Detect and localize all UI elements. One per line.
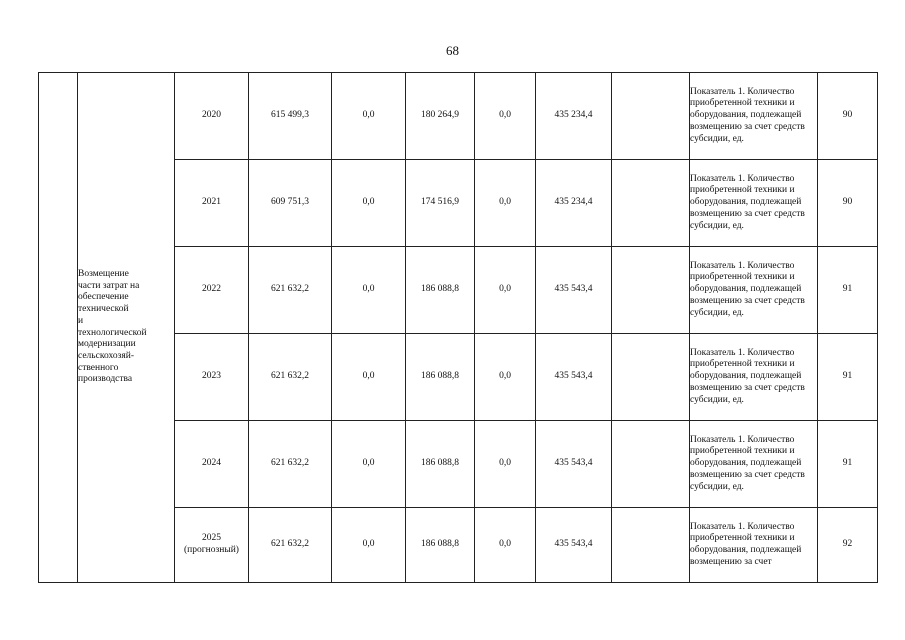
description-line: Возмещение (78, 268, 129, 279)
year-cell (175, 508, 249, 583)
indicator-target-cell: 92 (818, 508, 878, 583)
indicator-text: Показатель 1. Количество приобретенной техники и оборудования, подлежащей возмещению за счет средств субсидии, ед. (690, 86, 805, 144)
empty-cell (612, 247, 690, 334)
extrabudget-cell: 435 234,4 (536, 160, 612, 247)
extrabudget-cell: 435 543,4 (536, 421, 612, 508)
indicator-text: Показатель 1. Количество приобретенной техники и оборудования, подлежащей возмещению за счет средств субсидии, ед. (690, 347, 805, 405)
extrabudget-cell: 435 543,4 (536, 247, 612, 334)
description-line: и (78, 315, 84, 326)
description-line: модернизации (78, 339, 136, 350)
program-table (38, 72, 878, 583)
table-row (39, 73, 878, 160)
indicator-text: Показатель 1. Количество приобретенной техники и оборудования, подлежащей возмещению за счет (690, 521, 802, 567)
local-budget-cell: 0,0 (475, 73, 536, 160)
total-amount-cell: 615 499,3 (249, 73, 332, 160)
measure-description (78, 73, 175, 583)
extrabudget-cell: 435 543,4 (536, 334, 612, 421)
indicator-target-cell: 91 (818, 421, 878, 508)
description-line: производства (78, 374, 133, 385)
indicator-text: Показатель 1. Количество приобретенной техники и оборудования, подлежащей возмещению за счет средств субсидии, ед. (690, 434, 805, 492)
total-amount-cell: 621 632,2 (249, 421, 332, 508)
indicator-text: Показатель 1. Количество приобретенной техники и оборудования, подлежащей возмещению за счет средств субсидии, ед. (690, 260, 805, 318)
empty-cell (612, 334, 690, 421)
regional-budget-cell: 186 088,8 (406, 421, 475, 508)
local-budget-cell: 0,0 (475, 421, 536, 508)
description-line: части затрат на (78, 280, 140, 291)
indicator-cell (690, 160, 818, 247)
federal-budget-cell: 0,0 (332, 508, 406, 583)
year-cell: 2021 (175, 160, 249, 247)
indicator-target-cell: 90 (818, 160, 878, 247)
local-budget-cell: 0,0 (475, 508, 536, 583)
local-budget-cell: 0,0 (475, 247, 536, 334)
federal-budget-cell: 0,0 (332, 73, 406, 160)
indicator-cell (690, 334, 818, 421)
page-number: 68 (446, 43, 459, 58)
year-cell: 2022 (175, 247, 249, 334)
regional-budget-cell: 186 088,8 (406, 508, 475, 583)
indicator-cell (690, 247, 818, 334)
indicator-target-cell: 90 (818, 73, 878, 160)
regional-budget-cell: 174 516,9 (406, 160, 475, 247)
extrabudget-cell: 435 543,4 (536, 508, 612, 583)
year-value: 2025 (202, 533, 221, 544)
year-cell: 2023 (175, 334, 249, 421)
total-amount-cell: 621 632,2 (249, 247, 332, 334)
federal-budget-cell: 0,0 (332, 334, 406, 421)
federal-budget-cell: 0,0 (332, 160, 406, 247)
total-amount-cell: 609 751,3 (249, 160, 332, 247)
empty-cell (612, 73, 690, 160)
empty-cell (612, 421, 690, 508)
description-line: ственного (78, 362, 119, 373)
regional-budget-cell: 186 088,8 (406, 334, 475, 421)
description-line: технической (78, 304, 129, 315)
description-line: обеспечение (78, 292, 129, 303)
local-budget-cell: 0,0 (475, 160, 536, 247)
indicator-text: Показатель 1. Количество приобретенной техники и оборудования, подлежащей возмещению за счет средств субсидии, ед. (690, 173, 805, 231)
local-budget-cell: 0,0 (475, 334, 536, 421)
extrabudget-cell: 435 234,4 (536, 73, 612, 160)
indicator-target-cell: 91 (818, 247, 878, 334)
year-cell: 2024 (175, 421, 249, 508)
total-amount-cell: 621 632,2 (249, 508, 332, 583)
description-line: технологической (78, 327, 147, 338)
row-number-cell (39, 73, 78, 583)
indicator-cell (690, 421, 818, 508)
total-amount-cell: 621 632,2 (249, 334, 332, 421)
empty-cell (612, 508, 690, 583)
regional-budget-cell: 180 264,9 (406, 73, 475, 160)
indicator-cell (690, 508, 818, 583)
description-line: сельскохозяй- (78, 350, 134, 361)
empty-cell (612, 160, 690, 247)
federal-budget-cell: 0,0 (332, 421, 406, 508)
year-note: (прогнозный) (184, 545, 239, 555)
year-cell: 2020 (175, 73, 249, 160)
regional-budget-cell: 186 088,8 (406, 247, 475, 334)
federal-budget-cell: 0,0 (332, 247, 406, 334)
indicator-target-cell: 91 (818, 334, 878, 421)
indicator-cell (690, 73, 818, 160)
